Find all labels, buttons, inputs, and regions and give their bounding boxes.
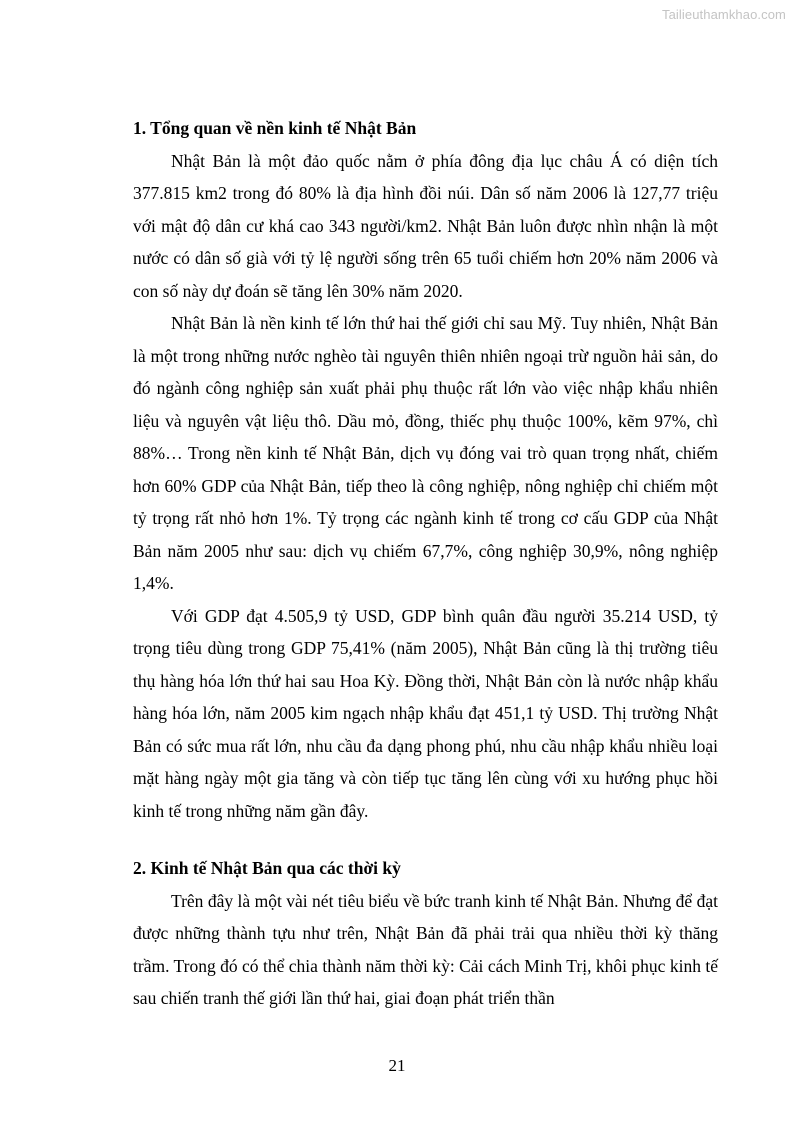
section-1-paragraph-2: Nhật Bản là nền kinh tế lớn thứ hai thế giới chỉ sau Mỹ. Tuy nhiên, Nhật Bản là một trong những nước nghèo tài nguyên thiên nhiên ngoại trừ nguồn hải sản, do đó ngành công nghiệp sản xuất phải phụ thuộc rất lớn vào việc nhập khẩu nhiên liệu và nguyên vật liệu thô. Dầu mỏ, đồng, thiếc phụ thuộc 100%, kẽm 97%, chì 88%… Trong nền kinh tế Nhật Bản, dịch vụ đóng vai trò quan trọng nhất, chiếm hơn 60% GDP của Nhật Bản, tiếp theo là công nghiệp, nông nghiệp chỉ chiếm một tỷ trọng rất nhỏ hơn 1%. Tỷ trọng các ngành kinh tế trong cơ cấu GDP của Nhật Bản năm 2005 như sau: dịch vụ chiếm 67,7%, công nghiệp 30,9%, nông nghiệp 1,4%. xyxy=(133,313,718,593)
section-1-paragraph-1: Nhật Bản là một đảo quốc nằm ở phía đông địa lục châu Á có diện tích 377.815 km2 trong đó 80% là địa hình đồi núi. Dân số năm 2006 là 127,77 triệu với mật độ dân cư khá cao 343 người/km2. Nhật Bản luôn được nhìn nhận là một nước có dân số già với tỷ lệ người sống trên 65 tuổi chiếm hơn 20% năm 2006 và con số này dự đoán sẽ tăng lên 30% năm 2020. xyxy=(133,150,718,301)
watermark-text: Tailieuthamkhao.com xyxy=(661,7,786,22)
section-2-paragraph-1: Trên đây là một vài nét tiêu biểu về bức tranh kinh tế Nhật Bản. Nhưng để đạt được những thành tựu như trên, Nhật Bản đã phải trải qua nhiều thời kỳ thăng trầm. Trong đó có thể chia thành năm thời kỳ: Cải cách Minh Trị, khôi phục kinh tế sau chiến tranh thế giới lần thứ hai, giai đoạn phát triển thần xyxy=(133,890,718,1008)
page-body xyxy=(133,112,718,1015)
section-1-heading: 1. Tổng quan về nền kinh tế Nhật Bản xyxy=(133,118,417,138)
section-1-paragraph-3: Với GDP đạt 4.505,9 tỷ USD, GDP bình quân đầu người 35.214 USD, tỷ trọng tiêu dùng trong GDP 75,41% (năm 2005), Nhật Bản cũng là thị trường tiêu thụ hàng hóa lớn thứ hai sau Hoa Kỳ. Đồng thời, Nhật Bản còn là nước nhập khẩu hàng hóa lớn, năm 2005 kim ngạch nhập khẩu đạt 451,1 tỷ USD. Thị trường Nhật Bản có sức mua rất lớn, nhu cầu đa dạng phong phú, nhu cầu nhập khẩu nhiều loại mặt hàng ngày một gia tăng và còn tiếp tục tăng lên cùng với xu hướng phục hồi kinh tế trong những năm gần đây. xyxy=(133,605,718,821)
section-2-heading: 2. Kinh tế Nhật Bản qua các thời kỳ xyxy=(133,858,401,878)
section-spacer xyxy=(133,827,718,852)
page-number: 21 xyxy=(388,1056,406,1075)
